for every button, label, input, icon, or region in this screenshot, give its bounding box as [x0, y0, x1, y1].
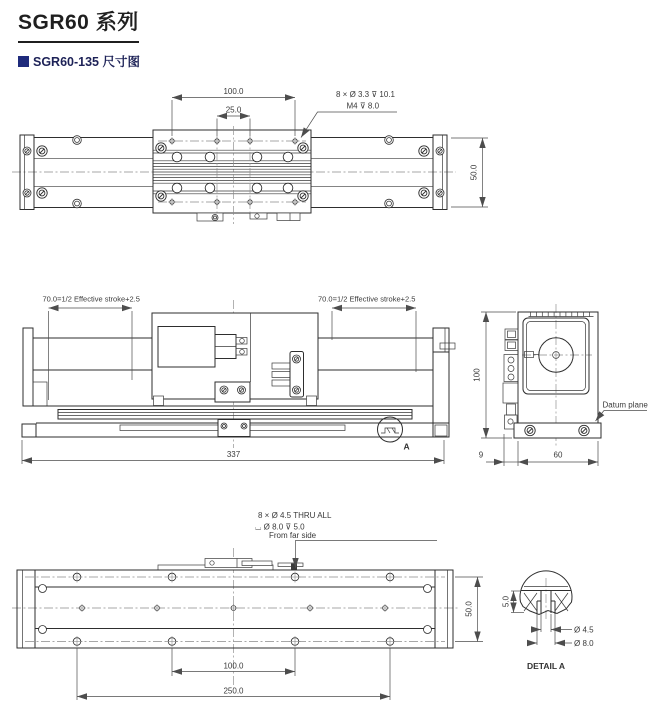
front-view-overall-dim: 337	[226, 450, 241, 459]
bottom-view-height-dim: 50.0	[464, 601, 474, 617]
side-view-dimensions	[473, 312, 649, 466]
side-view	[503, 304, 601, 448]
top-view	[12, 126, 456, 224]
front-view-stroke-dim-left: 70.0=1/2 Effective stroke+2.5	[42, 294, 140, 304]
side-view-teeth	[531, 312, 590, 317]
subtitle-bullet-icon	[18, 56, 29, 67]
subtitle-row	[18, 52, 140, 70]
detail-a-view	[502, 571, 595, 671]
detail-a-callout-circle	[378, 417, 403, 442]
detail-a-callout-label: A	[403, 441, 410, 452]
carriage-top-view	[153, 130, 311, 213]
detail-a-title: DETAIL A	[526, 661, 566, 671]
side-view-offset-dim: 9	[478, 450, 484, 460]
top-view-height-dim: 50.0	[469, 164, 479, 181]
front-view-stroke-dim-right: 70.0=1/2 Effective stroke+2.5	[318, 294, 416, 304]
top-view-width-dim: 100.0	[223, 87, 244, 96]
header	[18, 6, 140, 70]
bottom-view-thru-hole-note-2: ⌴ Ø 8.0 ⊽ 5.0	[255, 522, 305, 532]
front-view	[22, 300, 455, 448]
bottom-view-thru-hole-note-3: From far side	[269, 531, 317, 540]
side-view-height-dim: 100	[472, 368, 482, 382]
top-view-tapped-hole-note-1: 8 × Ø 3.3 ⊽ 10.1	[336, 90, 396, 99]
top-view-tapped-hole-note-2: M4 ⊽ 8.0	[346, 101, 380, 111]
side-view-width-dim: 60	[553, 450, 563, 460]
bottom-view-pitch-dim: 100.0	[223, 661, 244, 671]
page-title: SGR60 系列	[18, 6, 139, 43]
bottom-view-span-dim: 250.0	[223, 686, 244, 696]
page-subtitle: SGR60-135 尺寸图	[33, 55, 140, 69]
detail-a-cbore-dim: Ø 8.0	[574, 639, 594, 648]
detail-a-hole-dim: Ø 4.5	[574, 625, 594, 635]
datum-plane-label: Datum plane	[602, 400, 648, 410]
bottom-view-dimensions	[77, 511, 483, 700]
top-view-pitch-dim: 25.0	[225, 105, 242, 115]
detail-a-depth-dim: 5.0	[501, 595, 511, 608]
bottom-view-thru-hole-note-1: 8 × Ø 4.5 THRU ALL	[258, 511, 332, 520]
